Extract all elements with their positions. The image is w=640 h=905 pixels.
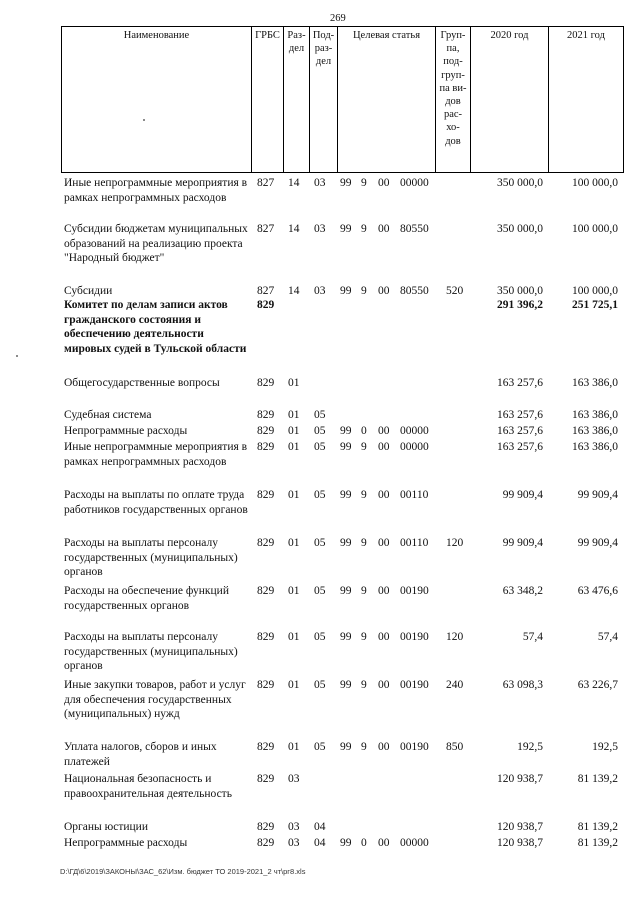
header-divider	[61, 26, 62, 173]
cell-v2021: 163 386,0	[572, 441, 618, 453]
cell-v2020: 291 396,2	[497, 299, 543, 311]
cell-v2021: 192,5	[592, 741, 618, 753]
cell-t1: 99	[340, 537, 352, 549]
cell-rz: 01	[288, 489, 300, 501]
cell-t3: 00	[378, 741, 390, 753]
cell-v2021: 81 139,2	[577, 821, 618, 833]
row-name: Органы юстиции	[64, 821, 148, 833]
cell-v2021: 100 000,0	[572, 177, 618, 189]
cell-t4: 80550	[400, 223, 429, 235]
cell-grbs: 829	[257, 489, 275, 501]
cell-t4: 00110	[400, 537, 429, 549]
cell-rz: 03	[288, 837, 300, 849]
cell-rz: 01	[288, 741, 300, 753]
cell-t3: 00	[378, 489, 390, 501]
cell-grbs: 829	[257, 773, 275, 785]
cell-grbs: 827	[257, 285, 275, 297]
cell-t3: 00	[378, 177, 390, 189]
cell-t4: 00190	[400, 585, 429, 597]
cell-vr: 240	[446, 679, 464, 691]
cell-t2: 9	[361, 679, 367, 691]
header-2020: 2020 год	[490, 30, 529, 41]
row-name: Субсидии	[64, 285, 113, 297]
header-podrazdel: Под- раз- дел	[312, 30, 335, 68]
cell-pr: 05	[314, 631, 326, 643]
cell-t1: 99	[340, 489, 352, 501]
cell-rz: 01	[288, 441, 300, 453]
cell-grbs: 829	[257, 441, 275, 453]
cell-t1: 99	[340, 631, 352, 643]
cell-t4: 00190	[400, 679, 429, 691]
cell-v2020: 350 000,0	[497, 285, 543, 297]
cell-vr: 850	[446, 741, 464, 753]
cell-v2021: 99 909,4	[577, 489, 618, 501]
header-razdel: Раз- дел	[287, 30, 306, 55]
cell-v2021: 100 000,0	[572, 223, 618, 235]
cell-t2: 0	[361, 837, 367, 849]
cell-grbs: 829	[257, 631, 275, 643]
cell-rz: 14	[288, 285, 300, 297]
cell-t2: 9	[361, 537, 367, 549]
cell-v2021: 100 000,0	[572, 285, 618, 297]
header-divider	[337, 26, 338, 173]
cell-v2020: 99 909,4	[502, 489, 543, 501]
cell-v2020: 163 257,6	[497, 409, 543, 421]
cell-t1: 99	[340, 741, 352, 753]
cell-t1: 99	[340, 285, 352, 297]
cell-t2: 9	[361, 631, 367, 643]
header-divider	[623, 26, 624, 173]
cell-v2020: 63 098,3	[502, 679, 543, 691]
cell-t3: 00	[378, 631, 390, 643]
cell-vr: 120	[446, 537, 464, 549]
cell-v2021: 163 386,0	[572, 377, 618, 389]
header-divider	[470, 26, 471, 173]
page-number: 269	[330, 13, 346, 24]
cell-t4: 00190	[400, 741, 429, 753]
header-target: Целевая статья	[352, 30, 421, 41]
cell-t4: 00000	[400, 177, 429, 189]
cell-rz: 14	[288, 223, 300, 235]
header-divider	[548, 26, 549, 173]
cell-v2021: 63 476,6	[577, 585, 618, 597]
cell-grbs: 827	[257, 177, 275, 189]
cell-v2020: 99 909,4	[502, 537, 543, 549]
cell-v2020: 163 257,6	[497, 425, 543, 437]
cell-pr: 04	[314, 821, 326, 833]
cell-t4: 80550	[400, 285, 429, 297]
cell-pr: 05	[314, 441, 326, 453]
cell-grbs: 829	[257, 585, 275, 597]
cell-pr: 03	[314, 285, 326, 297]
row-name: Общегосударственные вопросы	[64, 377, 220, 389]
cell-grbs: 829	[257, 679, 275, 691]
row-name: Расходы на выплаты персоналу государственных (муниципальных) органов	[64, 537, 238, 578]
header-top-rule	[61, 26, 623, 27]
cell-vr: 120	[446, 631, 464, 643]
header-grbs: ГРБС	[255, 30, 280, 41]
cell-rz: 03	[288, 821, 300, 833]
cell-v2021: 81 139,2	[577, 837, 618, 849]
cell-v2020: 163 257,6	[497, 377, 543, 389]
cell-t4: 00110	[400, 489, 429, 501]
cell-rz: 01	[288, 631, 300, 643]
cell-vr: 520	[446, 285, 464, 297]
cell-v2021: 163 386,0	[572, 409, 618, 421]
cell-v2020: 120 938,7	[497, 821, 543, 833]
cell-v2020: 192,5	[517, 741, 543, 753]
cell-t1: 99	[340, 585, 352, 597]
cell-t2: 9	[361, 441, 367, 453]
row-name: Судебная система	[64, 409, 152, 421]
cell-v2020: 120 938,7	[497, 837, 543, 849]
cell-v2021: 57,4	[597, 631, 618, 643]
cell-pr: 03	[314, 177, 326, 189]
cell-t3: 00	[378, 585, 390, 597]
cell-v2021: 251 725,1	[572, 299, 618, 311]
row-name: Расходы на обеспечение функций государственных органов	[64, 585, 229, 612]
cell-t1: 99	[340, 177, 352, 189]
row-name: Непрограммные расходы	[64, 837, 188, 849]
row-name: Непрограммные расходы	[64, 425, 188, 437]
row-name: Комитет по делам записи актов гражданского состояния и обеспечению деятельности мировых судей в Тульской области	[64, 299, 247, 355]
cell-t2: 9	[361, 585, 367, 597]
cell-pr: 03	[314, 223, 326, 235]
cell-t2: 9	[361, 285, 367, 297]
cell-pr: 05	[314, 425, 326, 437]
cell-grbs: 829	[257, 741, 275, 753]
cell-grbs: 829	[257, 537, 275, 549]
cell-v2021: 81 139,2	[577, 773, 618, 785]
cell-t3: 00	[378, 441, 390, 453]
cell-t1: 99	[340, 679, 352, 691]
cell-t1: 99	[340, 223, 352, 235]
cell-v2020: 57,4	[522, 631, 543, 643]
cell-t3: 00	[378, 537, 390, 549]
cell-pr: 05	[314, 409, 326, 421]
cell-t3: 00	[378, 837, 390, 849]
cell-pr: 04	[314, 837, 326, 849]
cell-t1: 99	[340, 425, 352, 437]
cell-t1: 99	[340, 441, 352, 453]
cell-v2020: 350 000,0	[497, 177, 543, 189]
cell-t1: 99	[340, 837, 352, 849]
cell-grbs: 829	[257, 821, 275, 833]
cell-grbs: 827	[257, 223, 275, 235]
row-name: Иные непрограммные мероприятия в рамках непрограммных расходов	[64, 441, 248, 468]
cell-t4: 00000	[400, 425, 429, 437]
cell-t2: 9	[361, 489, 367, 501]
cell-v2021: 99 909,4	[577, 537, 618, 549]
cell-rz: 01	[288, 679, 300, 691]
cell-rz: 01	[288, 409, 300, 421]
cell-v2020: 63 348,2	[502, 585, 543, 597]
cell-grbs: 829	[257, 409, 275, 421]
cell-t3: 00	[378, 223, 390, 235]
cell-v2021: 163 386,0	[572, 425, 618, 437]
cell-t2: 9	[361, 741, 367, 753]
cell-t2: 0	[361, 425, 367, 437]
cell-v2020: 120 938,7	[497, 773, 543, 785]
cell-grbs: 829	[257, 299, 275, 311]
row-name: Иные непрограммные мероприятия в рамках непрограммных расходов	[64, 177, 248, 204]
row-name: Расходы на выплаты персоналу государственных (муниципальных) органов	[64, 631, 238, 672]
cell-pr: 05	[314, 489, 326, 501]
cell-t2: 9	[361, 177, 367, 189]
header-2021: 2021 год	[567, 30, 605, 41]
header-divider	[251, 26, 252, 173]
file-path-footer: D:\ГД\6\2019\ЗАКОНЫ\ЗАС_62\Изм. бюджет ТО 2019-2021_2 чт\рг8.xls	[60, 867, 306, 876]
cell-t3: 00	[378, 679, 390, 691]
cell-t3: 00	[378, 285, 390, 297]
cell-pr: 05	[314, 585, 326, 597]
cell-t4: 00000	[400, 441, 429, 453]
scan-speck	[143, 119, 145, 121]
row-name: Субсидии бюджетам муниципальных образований на реализацию проекта "Народный бюджет"	[64, 223, 248, 264]
scan-speck	[16, 355, 18, 357]
cell-t4: 00190	[400, 631, 429, 643]
cell-grbs: 829	[257, 837, 275, 849]
cell-pr: 05	[314, 741, 326, 753]
cell-v2020: 163 257,6	[497, 441, 543, 453]
row-name: Расходы на выплаты по оплате труда работников государственных органов	[64, 489, 248, 516]
cell-rz: 01	[288, 537, 300, 549]
cell-rz: 01	[288, 585, 300, 597]
cell-rz: 03	[288, 773, 300, 785]
cell-v2020: 350 000,0	[497, 223, 543, 235]
row-name: Национальная безопасность и правоохранительная деятельность	[64, 773, 232, 800]
cell-t2: 9	[361, 223, 367, 235]
cell-pr: 05	[314, 537, 326, 549]
cell-grbs: 829	[257, 377, 275, 389]
cell-grbs: 829	[257, 425, 275, 437]
header-group: Груп- па, под- груп- па ви- дов рас- хо- дов	[439, 30, 467, 147]
cell-v2021: 63 226,7	[577, 679, 618, 691]
row-name: Уплата налогов, сборов и иных платежей	[64, 741, 217, 768]
cell-rz: 14	[288, 177, 300, 189]
cell-t4: 00000	[400, 837, 429, 849]
cell-rz: 01	[288, 425, 300, 437]
header-bottom-rule	[61, 172, 623, 173]
header-name: Наименование	[123, 30, 190, 41]
cell-pr: 05	[314, 679, 326, 691]
cell-t3: 00	[378, 425, 390, 437]
cell-rz: 01	[288, 377, 300, 389]
row-name: Иные закупки товаров, работ и услуг для обеспечения государственных (муниципальных) нужд	[64, 679, 246, 720]
